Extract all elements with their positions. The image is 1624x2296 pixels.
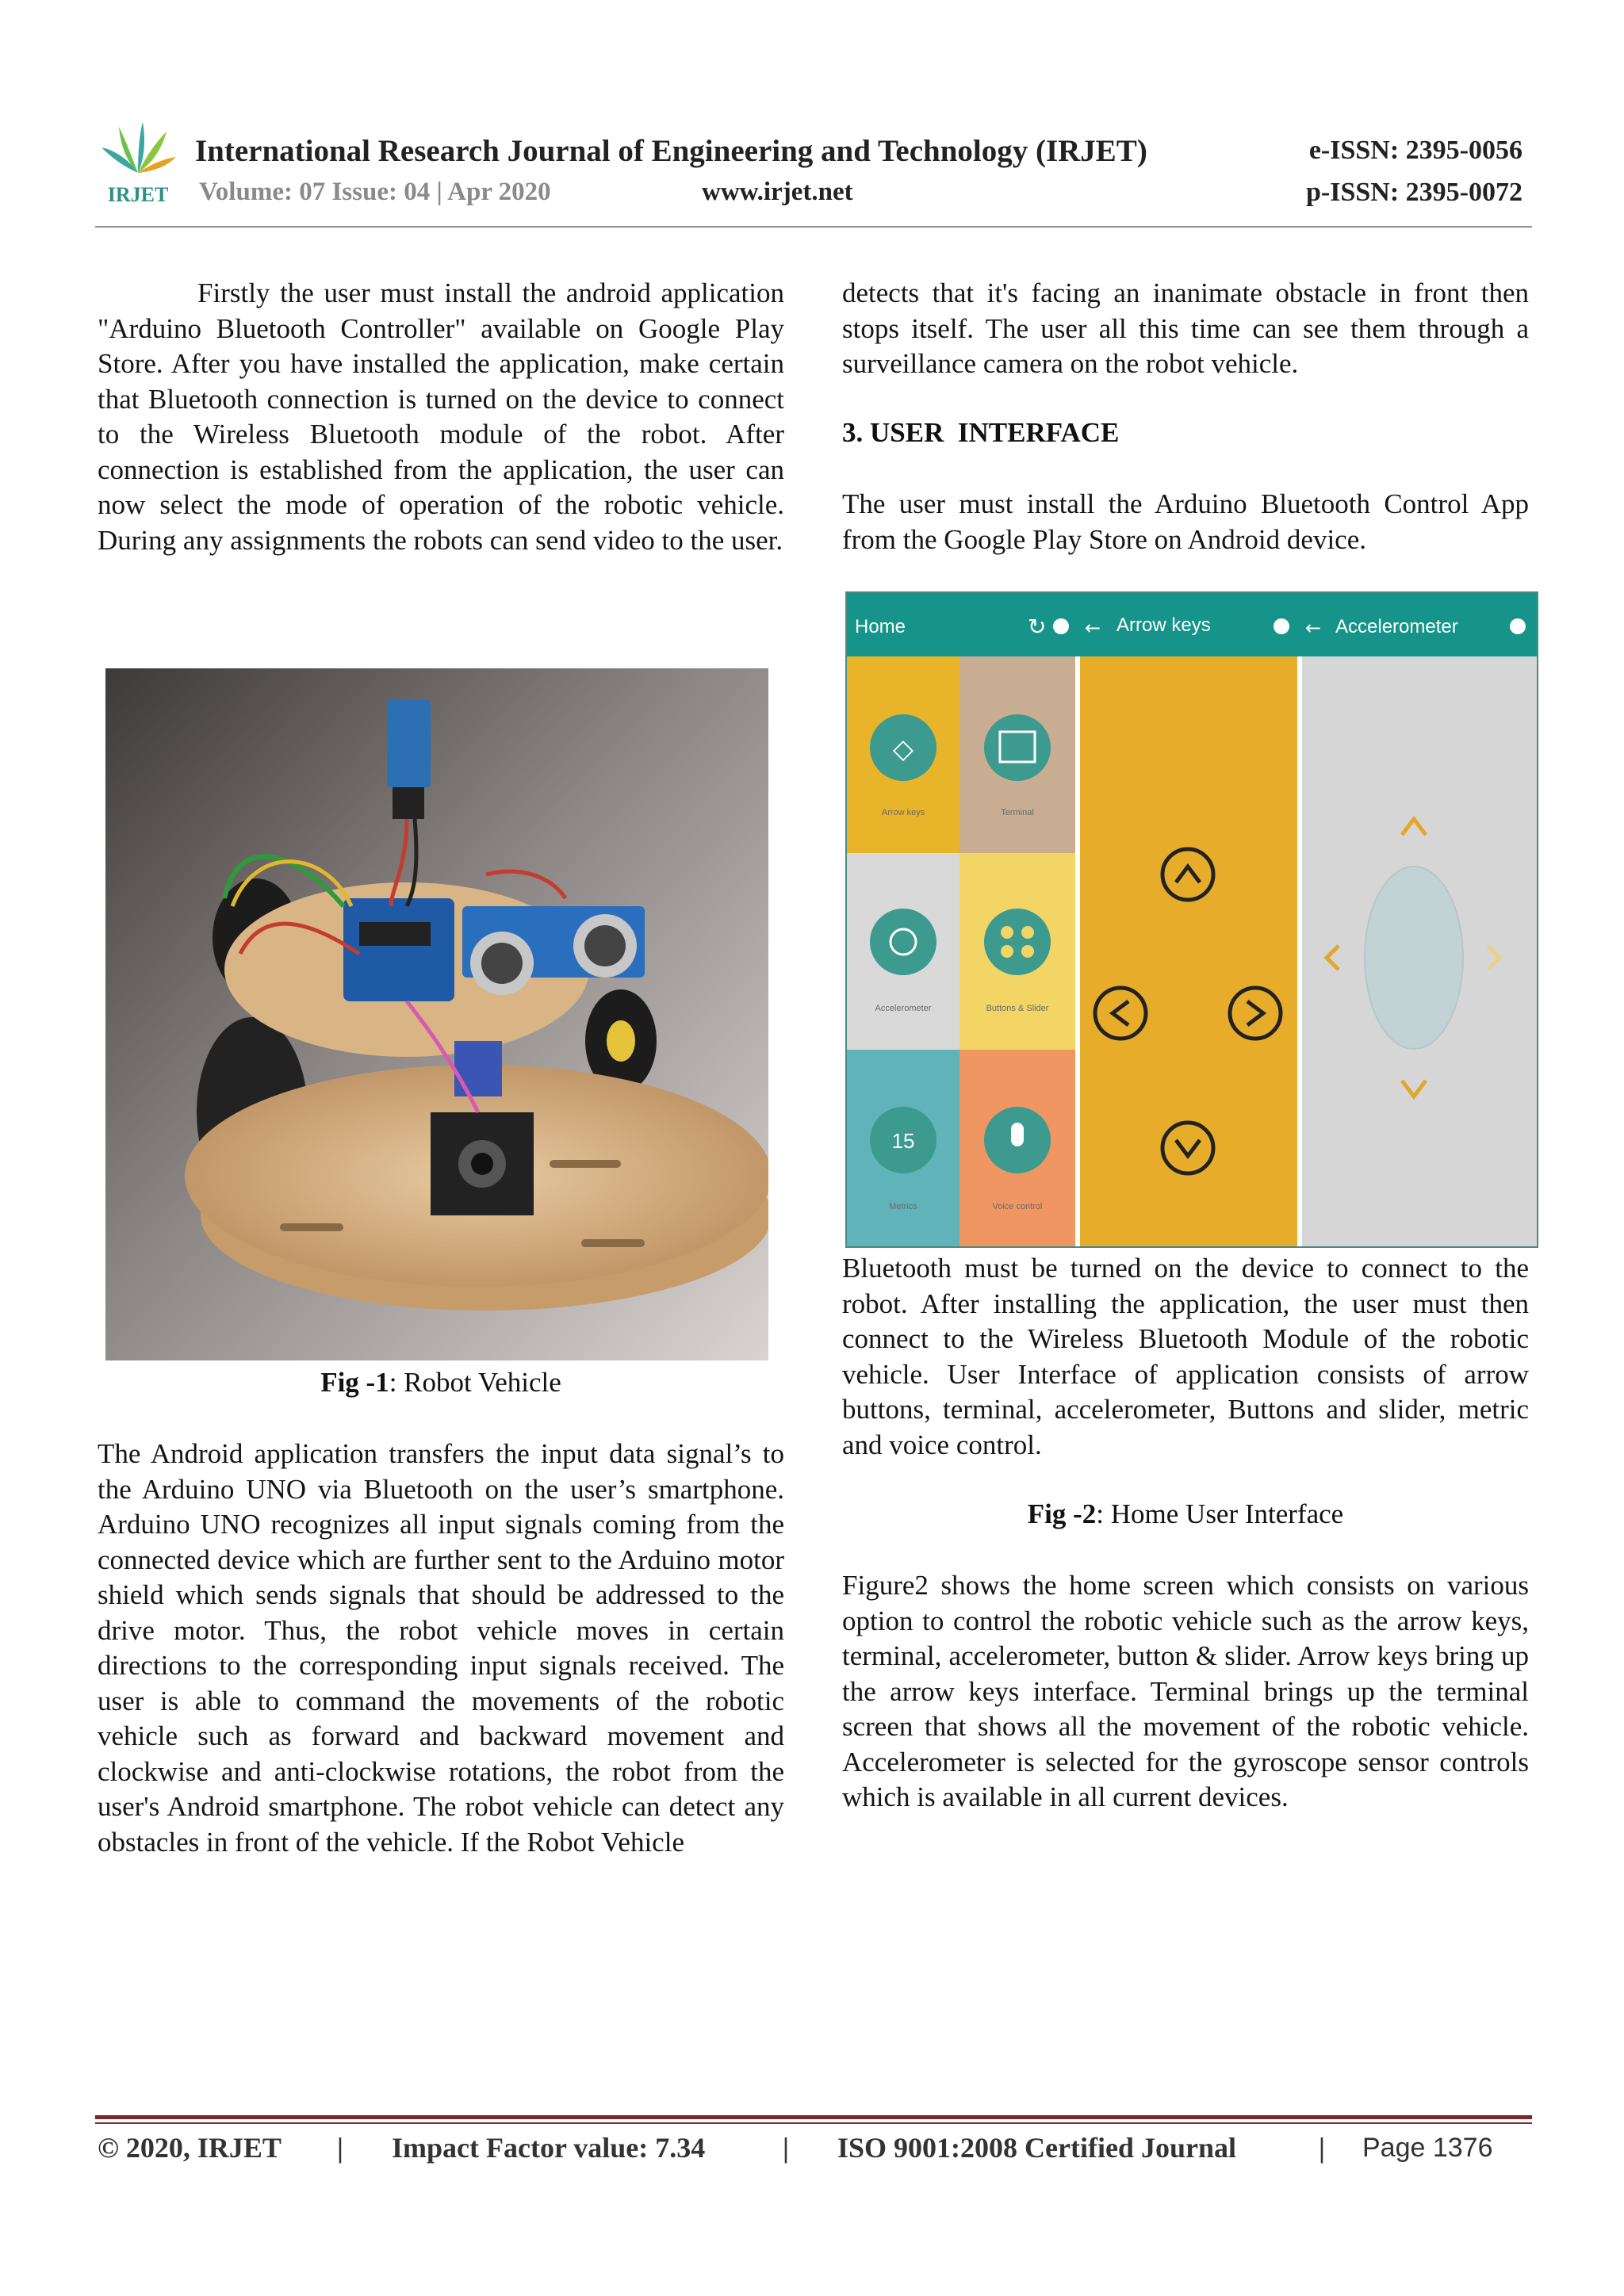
tilt-indicator — [1365, 867, 1463, 1049]
footer-separator: | — [783, 2132, 789, 2164]
accelerometer-tile-icon — [870, 909, 936, 975]
tile-label: Voice control — [992, 1202, 1043, 1211]
figure-1-caption — [98, 1367, 784, 1399]
irjet-logo — [95, 117, 181, 209]
body-paragraph: detects that it's facing an inanimate obstacle in front then stops itself. The user all this time can see them through a surveillance camera on the robot vehicle. — [842, 277, 1529, 379]
header-divider — [95, 226, 1532, 228]
page-number: Page 1376 — [1362, 2133, 1493, 2163]
journal-website[interactable]: www.irjet.net — [702, 178, 853, 206]
bug-icon — [1510, 618, 1526, 634]
body-paragraph: Figure2 shows the home screen which consists on various option to control the robotic vehicle such as the arrow keys, terminal, accelerometer, button & slider. Arrow keys bring up the arrow keys interface. Terminal brings up the terminal screen that shows all the movement of the robotic vehicle. Accelerometer is selected for the gyroscope sensor controls which is available in all current devices. — [842, 1570, 1529, 1812]
footer-iso-certification: ISO 9001:2008 Certified Journal — [837, 2132, 1236, 2164]
body-paragraph: The Android application transfers the input data signal’s to the Arduino UNO via Bluetooth on the user’s smartphone. Arduino UNO recognizes all input signals coming from the connected device which are further sent to the Arduino motor shield which sends signals that should be addressed to the drive motor. Thus, the robot vehicle moves in certain directions to the corresponding input signals received. The user is able to command the movements of the robotic vehicle such as forward and backward movement and clockwise and anti-clockwise rotations, the robot from the user's Android smartphone. The robot vehicle can detect any obstacles in front of the vehicle. If the Robot Vehicle — [98, 1438, 784, 1858]
tile-label: Terminal — [1001, 808, 1034, 817]
robot-vehicle-photo — [105, 668, 768, 1360]
footer-separator: | — [337, 2132, 343, 2164]
svg-text:◇: ◇ — [892, 733, 914, 765]
accelerometer-title: Accelerometer — [1335, 616, 1458, 637]
bug-icon — [1053, 618, 1069, 634]
terminal-tile-icon — [984, 714, 1051, 781]
body-paragraph: The user must install the Arduino Bluetooth Control App from the Google Play Store on Android device. — [842, 488, 1529, 555]
back-arrow-icon: ← — [1305, 617, 1322, 639]
tile-label: Metrics — [889, 1202, 917, 1211]
metric-value: 15 — [891, 1129, 915, 1153]
footer-copyright: © 2020, IRJET — [98, 2132, 282, 2164]
footer-divider — [95, 2122, 1532, 2124]
figure-2-title: : Home User Interface — [1096, 1498, 1344, 1529]
body-paragraph: Bluetooth must be turned on the device to connect to the robot. After installing the application, the user must then connect to the Wireless Bluetooth Module of the robotic vehicle. User Interface of application consists of arrow buttons, terminal, accelerometer, Buttons and slider, metric and voice control. — [842, 1253, 1529, 1460]
arrow-keys-title: Arrow keys — [1116, 614, 1211, 636]
figure-1-label: Fig -1 — [320, 1367, 389, 1398]
back-arrow-icon: ← — [1085, 617, 1101, 639]
refresh-icon: ↻ — [1028, 614, 1047, 640]
figure-1-title: : Robot Vehicle — [389, 1367, 561, 1398]
figure-2-caption — [842, 1498, 1529, 1530]
bug-icon — [1274, 618, 1289, 634]
tile-label: Arrow keys — [881, 808, 925, 817]
journal-title: International Research Journal of Engineering and Technology (IRJET) — [195, 134, 1147, 168]
body-paragraph: Firstly the user must install the android application "Arduino Bluetooth Controller" available on Google Play Store. After you have installed the application, make certain that Bluetooth connection is turned on the device to connect to the Wireless Bluetooth module of the robot. After connection is established from the application, the user can now select the mode of operation of the robotic vehicle. During any assignments the robots can send video to the user. — [98, 277, 784, 556]
volume-issue: Volume: 07 Issue: 04 | Apr 2020 — [199, 178, 551, 206]
buttons-slider-tile-icon — [984, 909, 1051, 975]
tile-label: Buttons & Slider — [986, 1004, 1049, 1013]
footer-impact-factor: Impact Factor value: 7.34 — [392, 2132, 706, 2164]
eissn: e-ISSN: 2395-0056 — [1308, 136, 1522, 165]
tile-label: Accelerometer — [875, 1004, 932, 1013]
section-heading: 3. USER INTERFACE — [842, 417, 1120, 448]
pissn: p-ISSN: 2395-0072 — [1306, 178, 1522, 207]
app-ui-screenshot — [845, 591, 1538, 1248]
footer-separator: | — [1319, 2132, 1325, 2164]
footer-divider — [95, 2115, 1532, 2119]
home-title: Home — [855, 616, 906, 637]
logo-text: IRJET — [107, 183, 169, 206]
figure-2-label: Fig -2 — [1027, 1498, 1097, 1529]
